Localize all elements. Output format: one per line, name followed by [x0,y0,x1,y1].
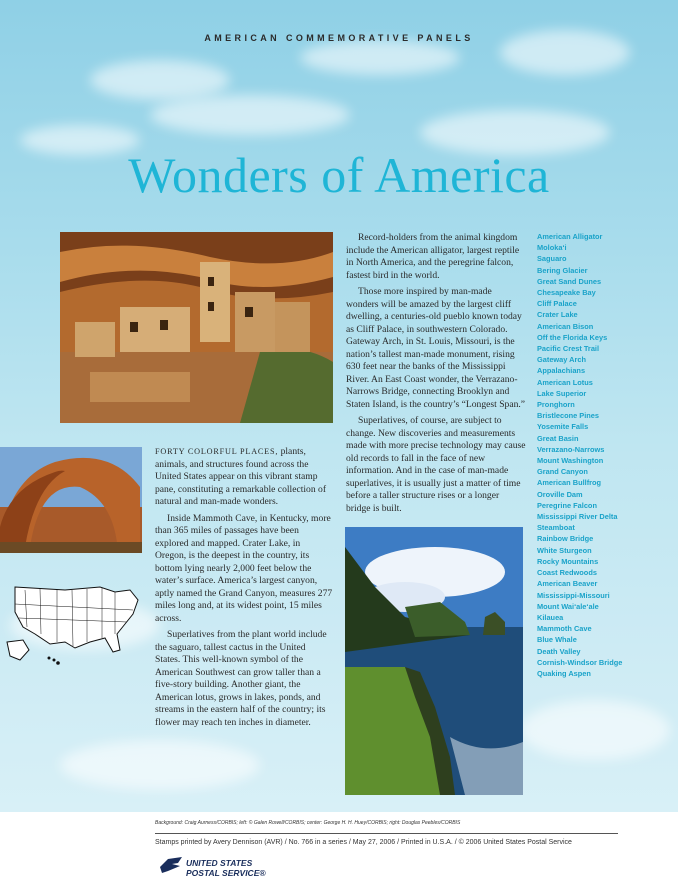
stamp-list-item: White Sturgeon [537,545,592,555]
stamp-list [537,231,672,679]
left-paragraph-2: Inside Mammoth Cave, in Kentucky, more than 365 miles of passages have been explored and mapped. Crater Lake, in Oregon, is the deepest in the country, its bottom lying nearly 2,000 feet below the water’s surface. America’s largest canyon, aptly named the Grand Canyon, measures 277 miles long and, at its widest point, 15 miles across. [155,512,333,624]
stamp-list-item: Great Basin [537,433,579,443]
stamp-list-item: American Lotus [537,377,593,387]
rainbow-bridge-photo [0,447,142,553]
footer-divider [155,833,618,834]
stamp-list-item: Mount Wai‘ale‘ale [537,601,599,611]
stamp-list-item: Gateway Arch [537,355,587,365]
usps-wordmark [186,858,266,878]
stamp-list-item: Coast Redwoods [537,568,597,578]
stamp-list-item: Mount Washington [537,456,604,466]
left-column-text [155,446,333,733]
stamp-list-item: American Beaver [537,579,598,589]
stamp-list-item: Rainbow Bridge [537,534,594,544]
left-paragraph-1: plants, animals, and structures found across the United States appear on this vibrant stamp pane, constituting a remarkable collection of natural and man-made wonders. [155,446,327,507]
stamp-list-item: Crater Lake [537,310,578,320]
right-paragraph-1: Record-holders from the animal kingdom include the American alligator, largest reptile in North America, and the peregrine falcon, fastest bird in the world. [346,232,520,281]
stamp-list-item: Appalachians [537,366,586,376]
stamp-list-item: Blue Whale [537,635,577,645]
stamp-list-item: American Bison [537,321,594,331]
stamp-list-item: Cliff Palace [537,299,577,309]
usps-line-2: POSTAL SERVICE® [186,868,266,878]
stamp-list-item: American Alligator [537,232,603,241]
stamp-list-item: Mississippi River Delta [537,512,618,522]
left-paragraph-3: Superlatives from the plant world include the saguaro, tallest cactus in the United States. This well-known symbol of the American Southwest can grow taller than a five-story building. Another giant, the American lotus, grows in lakes, ponds, and streams in the eastern half of the country; its flower may reach ten inches in diameter. [155,629,327,728]
series-label: AMERICAN COMMEMORATIVE PANELS [204,33,474,43]
lead-in: FORTY COLORFUL PLACES, [155,447,279,456]
stamp-list-item: Quaking Aspen [537,668,591,678]
stamp-list-item: Mississippi-Missouri [537,590,610,600]
stamp-list-item: Peregrine Falcon [537,500,597,510]
cliff-palace-photo [60,232,333,423]
stamp-list-item: Bering Glacier [537,265,588,275]
stamp-list-item: Saguaro [537,254,567,264]
stamp-list-item: Moloka‘i [537,243,567,253]
stamp-list-item: Pronghorn [537,400,575,410]
stamp-list-item: Bristlecone Pines [537,411,600,421]
molokai-coast-photo [345,527,523,795]
stamp-list-item: Oroville Dam [537,489,583,499]
stamp-list-item: Verrazano-Narrows [537,444,605,454]
stamp-list-item: Chesapeake Bay [537,288,596,298]
stamp-list-item: American Bullfrog [537,478,602,488]
stamp-list-item: Death Valley [537,646,581,656]
stamp-list-item: Rocky Mountains [537,556,599,566]
stamp-list-item: Off the Florida Keys [537,332,608,342]
right-paragraph-3: Superlatives, of course, are subject to change. New discoveries and measurements made with more precise technology may cause old records to fall in the face of new information. And in the case of man-made superlatives, it is usually just a matter of time before a taller structure rises or a longer bridge is built. [346,415,526,514]
usps-eagle-logo [158,855,184,880]
us-map [5,572,145,667]
printer-info: Stamps printed by Avery Dennison (AVR) / No. 766 in a series / May 27, 2006 / Printed in U.S.A. / © 2006 United States Postal Service [155,839,572,846]
stamp-list-item: Steamboat [537,523,575,533]
stamp-list-item: Cornish-Windsor Bridge [537,657,623,667]
right-column-text [346,232,526,519]
usps-line-1: UNITED STATES [186,858,253,868]
stamp-list-item: Yosemite Falls [537,422,589,432]
stamp-list-item: Pacific Crest Trail [537,344,600,354]
stamp-list-item: Lake Superior [537,388,587,398]
stamp-list-item: Mammoth Cave [537,624,592,634]
page-title: Wonders of America [128,147,550,203]
stamp-list-item: Kilauea [537,612,564,622]
right-paragraph-2: Those more inspired by man-made wonders will be amazed by the largest cliff dwelling, a centuries-old pueblo known today as Cliff Palace, in southwestern Colorado. Gateway Arch, in St. Louis, Missouri, is the nation’s tallest man-made monument, rising 630 feet near the banks of the Mississippi River. An East Coast wonder, the Verrazano-Narrows Bridge, connecting Brooklyn and Staten Island, is the country’s “Longest Span.” [346,286,526,410]
stamp-list-item: Grand Canyon [537,467,588,477]
photo-credits: Background: Craig Aurness/CORBIS; left: © Galen Rowell/CORBIS; center: George H. H. Huey/CORBIS; right: Douglas Peebles/CORBIS [155,820,461,826]
stamp-list-item: Great Sand Dunes [537,276,602,286]
